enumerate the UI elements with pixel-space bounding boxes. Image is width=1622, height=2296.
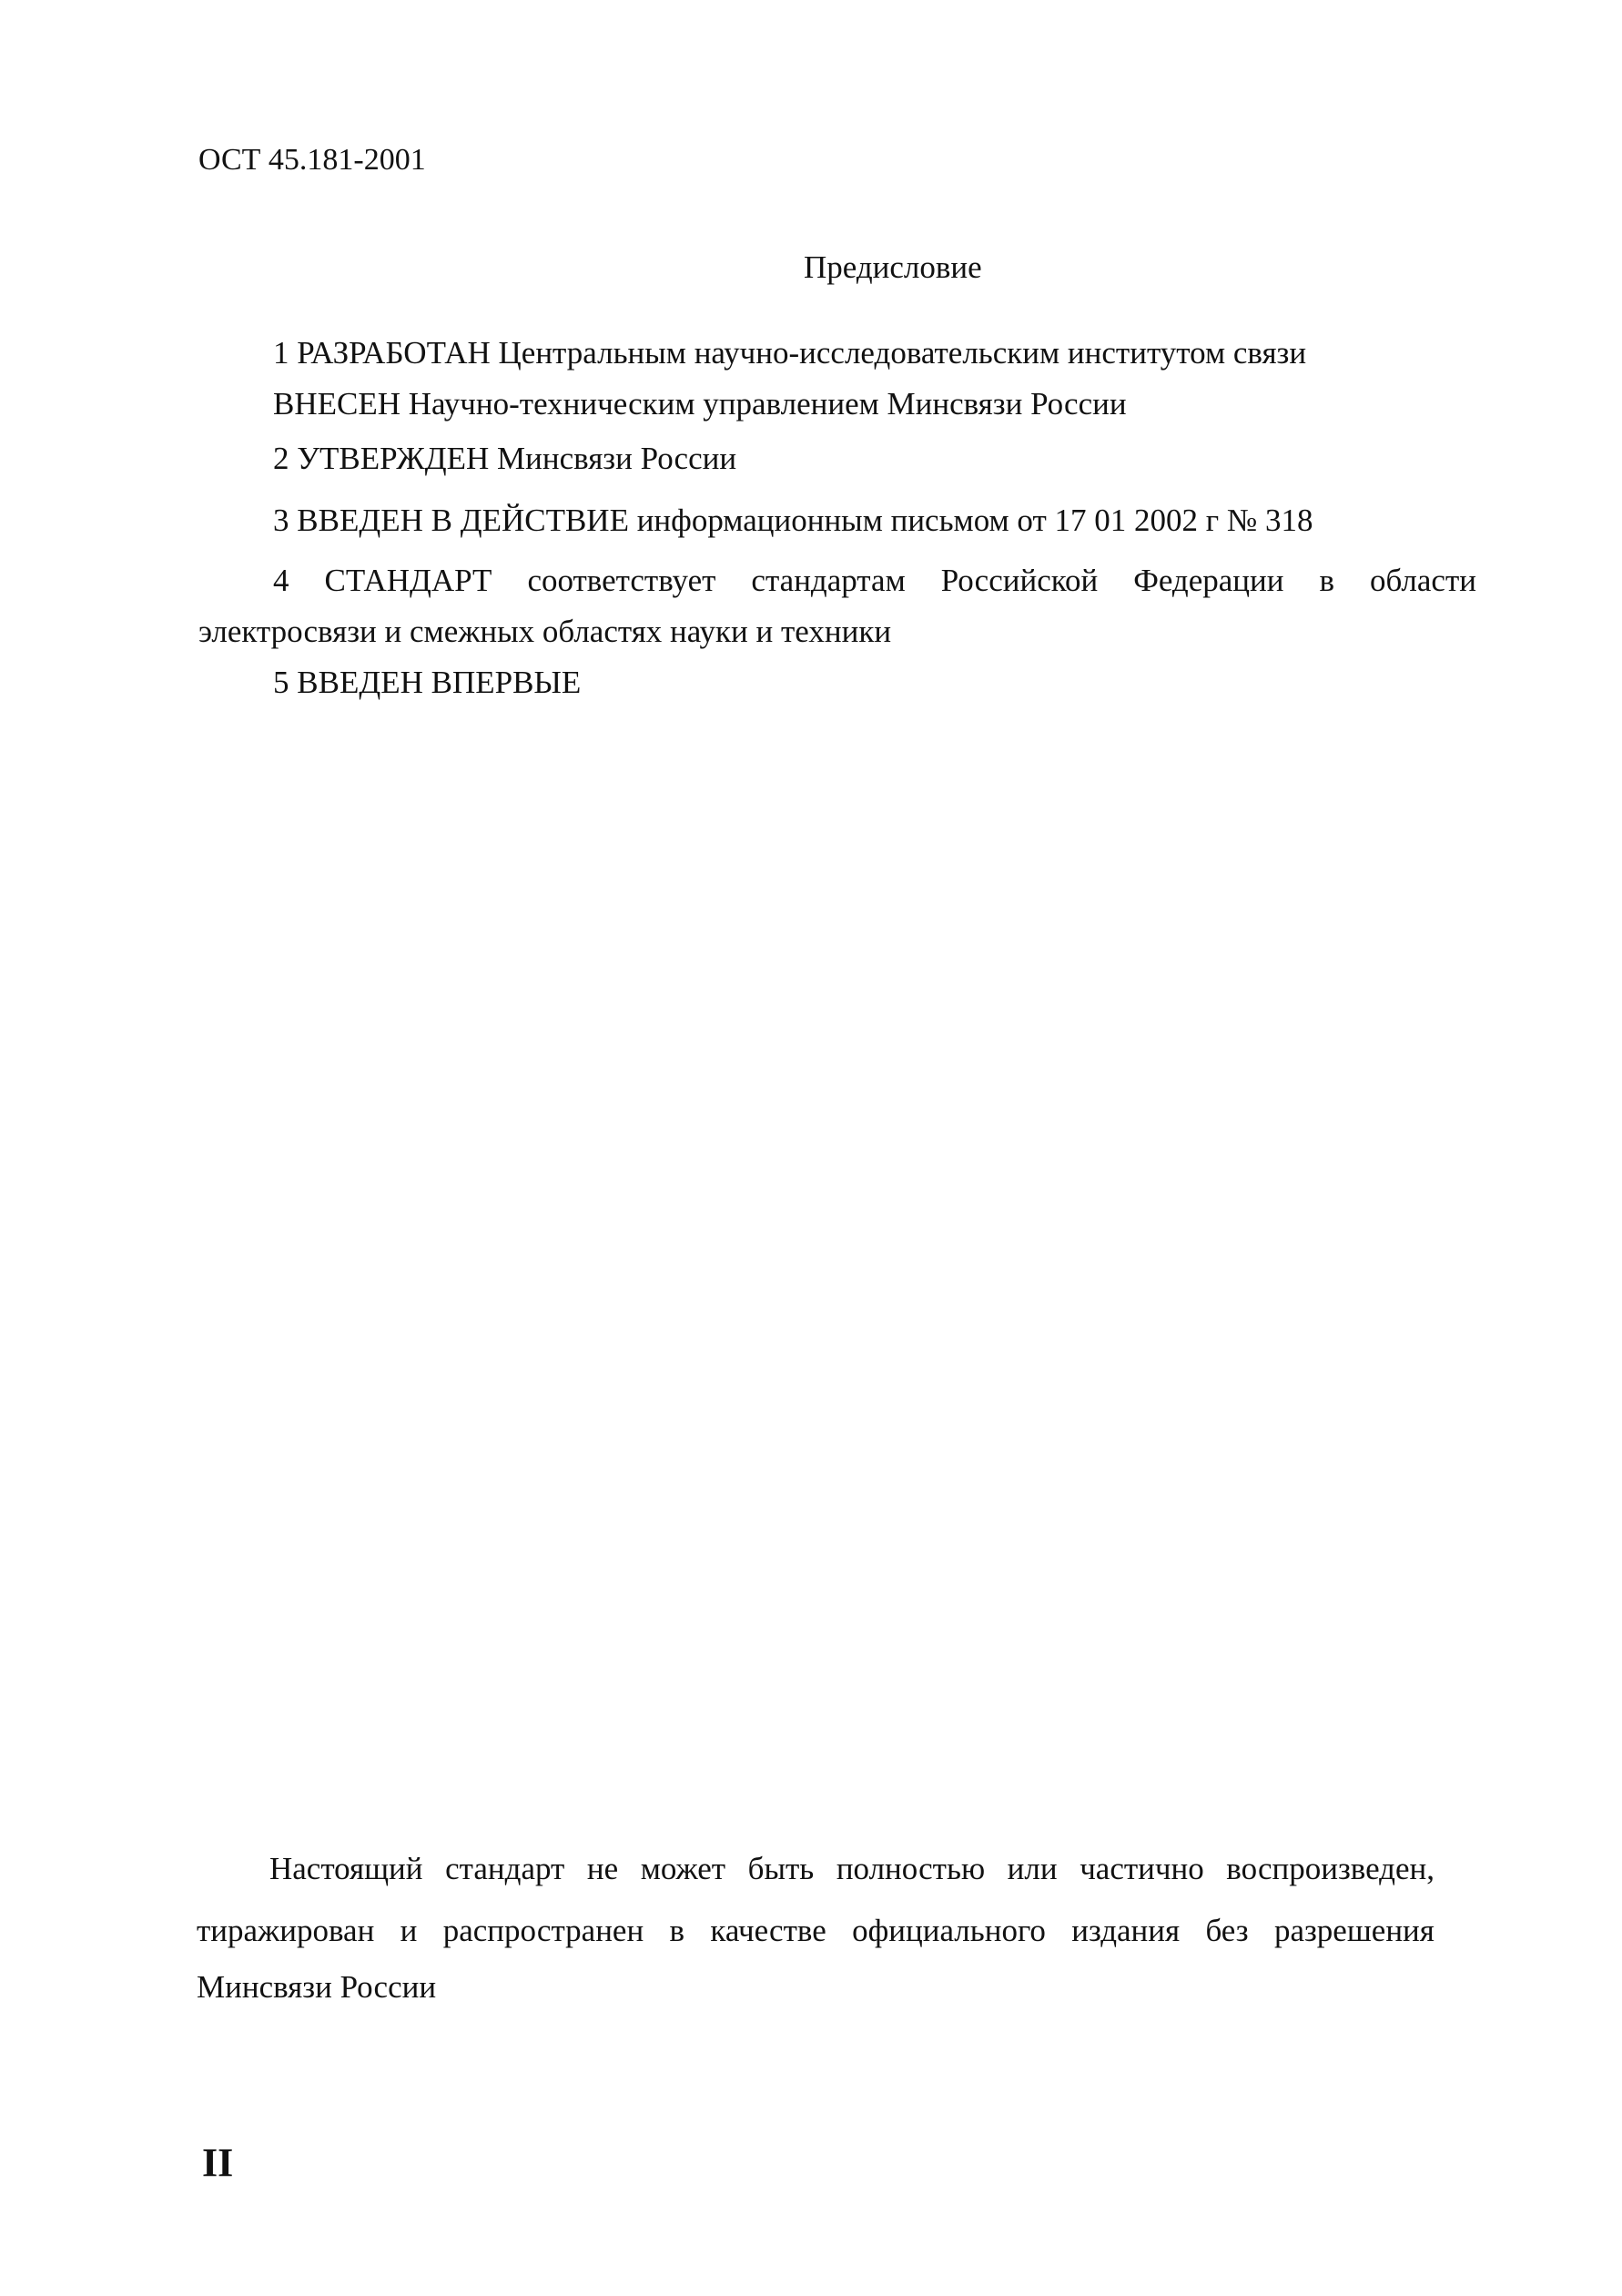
item-standard-word: Федерации: [1133, 563, 1284, 598]
notice-word: Настоящий: [269, 1851, 423, 1886]
notice-word: официального: [852, 1913, 1046, 1948]
notice-word: издания: [1071, 1913, 1181, 1948]
item-standard-compliance-continuation: электросвязи и смежных областях науки и техники: [198, 614, 892, 649]
notice-word: не: [586, 1851, 619, 1886]
item-submitted: ВНЕСЕН Научно-техническим управлением Минсвязи России: [273, 386, 1127, 422]
notice-word: в: [669, 1913, 685, 1948]
item-standard-compliance: [273, 561, 1476, 601]
item-standard-word: в: [1319, 563, 1334, 598]
section-heading: Предисловие: [804, 249, 982, 285]
notice-word: частично: [1080, 1851, 1204, 1886]
notice-word: воспроизведен,: [1226, 1851, 1434, 1886]
copyright-notice-line-1: [269, 1849, 1434, 1889]
notice-word: тиражирован: [197, 1913, 375, 1948]
item-standard-word: соответствует: [527, 563, 716, 598]
notice-word: полностью: [836, 1851, 986, 1886]
item-first-introduced: 5 ВВЕДЕН ВПЕРВЫЕ: [273, 665, 582, 700]
item-standard-word: Российской: [940, 563, 1099, 598]
item-standard-word: 4: [273, 563, 289, 598]
notice-word: качестве: [710, 1913, 826, 1948]
notice-word: разрешения: [1273, 1913, 1434, 1948]
item-approved: 2 УТВЕРЖДЕН Минсвязи России: [273, 441, 737, 476]
notice-word: и: [400, 1913, 418, 1948]
copyright-notice-line-3: Минсвязи России: [197, 1969, 437, 2005]
notice-word: может: [640, 1851, 726, 1886]
item-standard-word: области: [1369, 563, 1476, 598]
copyright-notice-line-2: [197, 1911, 1434, 1951]
notice-word: стандарт: [445, 1851, 565, 1886]
notice-word: без: [1205, 1913, 1249, 1948]
page-number: II: [202, 2140, 234, 2185]
notice-word: быть: [747, 1851, 815, 1886]
item-standard-word: стандартам: [751, 563, 906, 598]
notice-word: или: [1007, 1851, 1058, 1886]
document-code: ОСТ 45.181-2001: [198, 143, 426, 177]
item-enacted: 3 ВВЕДЕН В ДЕЙСТВИЕ информационным письмом от 17 01 2002 г № 318: [273, 503, 1313, 538]
notice-word: распространен: [442, 1913, 644, 1948]
item-standard-word: СТАНДАРТ: [324, 563, 492, 598]
item-developed: 1 РАЗРАБОТАН Центральным научно-исследовательским институтом связи: [273, 335, 1307, 371]
